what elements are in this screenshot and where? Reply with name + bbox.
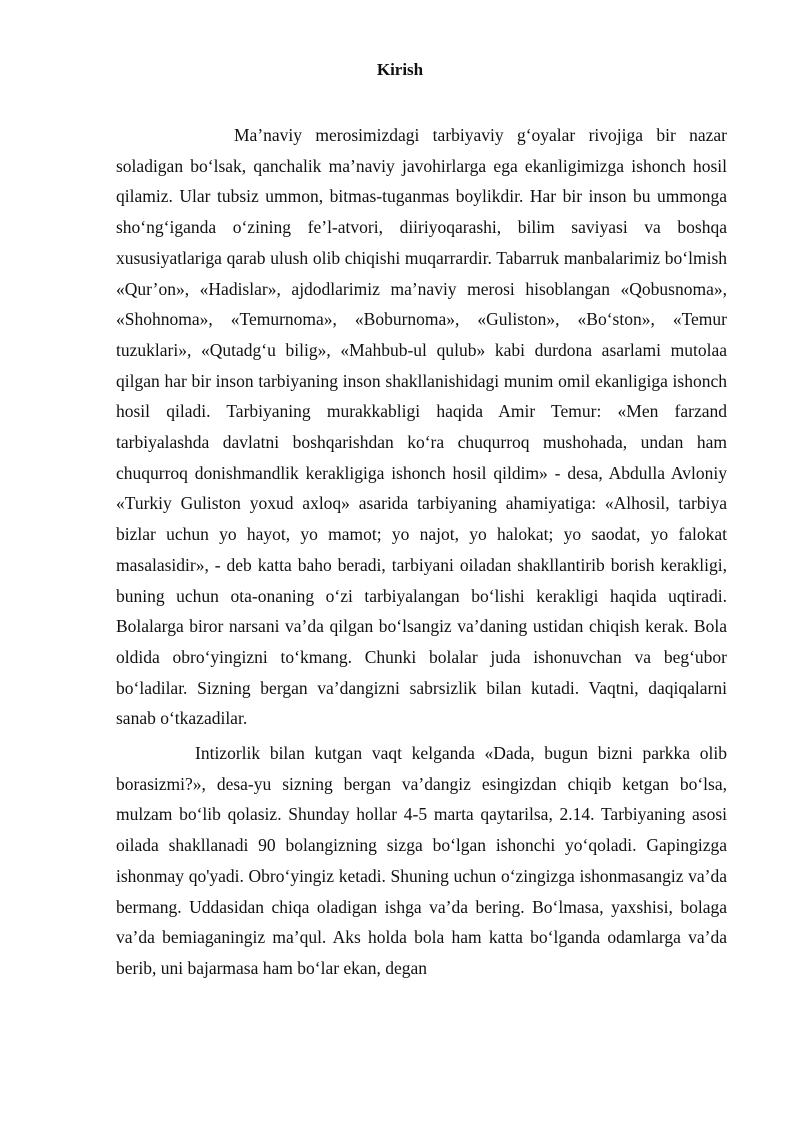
paragraph-2: Intizorlik bilan kutgan vaqt kelganda «Dada, bugun bizni parkka olib borasizmi?», desa-yu sizning bergan va’dangiz esingizdan chiqib ketgan bo‘lsa, mulzam bo‘lib qolasiz. Shunday hollar 4-5 marta qaytarilsa, 2.14. Tarbiyaning asosi oilada shakllanadi 90 bolangizning sizga bo‘lgan ishonchi yo‘qoladi. Gapingizga ishonmay qo'yadi. Obro‘yingiz ketadi. Shuning uchun o‘zingizga ishonmasangiz va’da bermang. Uddasidan chiqa oladigan ishga va’da bering. Bo‘lmasa, yaxshisi, bolaga va’da bemiaganingiz ma’qul. Aks holda bola ham katta bo‘lganda odamlarga va’da berib, uni bajarmasa ham bo‘lar ekan, degan [116,743,727,978]
paragraph-1: Ma’naviy merosimizdagi tarbiyaviy g‘oyalar rivojiga bir nazar soladigan bo‘lsak, qanchalik ma’naviy javohirlarga ega ekanligimizga ishonch hosil qilamiz. Ular tubsiz ummon, bitmas-tuganmas boylikdir. Har bir inson bu ummonga sho‘ng‘iganda o‘zining fe’l-atvori, diiriyoqarashi, bilim saviyasi va boshqa xususiyatlariga qarab ulush olib chiqishi muqarrardir. Tabarruk manbalarimiz bo‘lmish «Qur’on», «Hadislar», ajdodlarimiz ma’naviy merosi hisoblangan «Qobusnoma», «Shohnoma», «Temurnoma», «Boburnoma», «Guliston», «Bo‘ston», «Temur tuzuklari», «Qutadg‘u bilig», «Mahbub-ul qulub» kabi durdona asarlami mutolaa qilgan har bir inson tarbiyaning inson shakllanishidagi munim omil ekanligiga ishonch hosil qiladi. Tarbiyaning murakkabligi haqida Amir Temur: «Men farzand tarbiyalashda davlatni boshqarishdan ko‘ra chuqurroq mushohada, undan ham chuqurroq donishmandlik kerakligiga ishonch hosil qildim» - desa, Abdulla Avloniy «Turkiy Guliston yoxud axloq» asarida tarbiyaning ahamiyatiga: «Alhosil, tarbiya bizlar uchun yo hayot, yo mamot; yo najot, yo halokat; yo saodat, yo falokat masalasidir», - deb katta baho beradi, tarbiyani oiladan shakllantirib borish kerakligi, buning uchun ota-onaning o‘zi tarbiyalangan bo‘lishi kerakligi haqida uqtiradi. Bolalarga biror narsani va’da qilgan bo‘lsangiz va’daning ustidan chiqish kerak. Bola oldida obro‘yingizni to‘kmang. Chunki bolalar juda ishonuvchan va beg‘ubor bo‘ladilar. Sizning bergan va’dangizni sabrsizlik bilan kutadi. Vaqtni, daqiqalarni sanab o‘tkazadilar. [116,125,727,729]
page-title: Kirish [376,60,424,79]
document-body [116,120,727,984]
